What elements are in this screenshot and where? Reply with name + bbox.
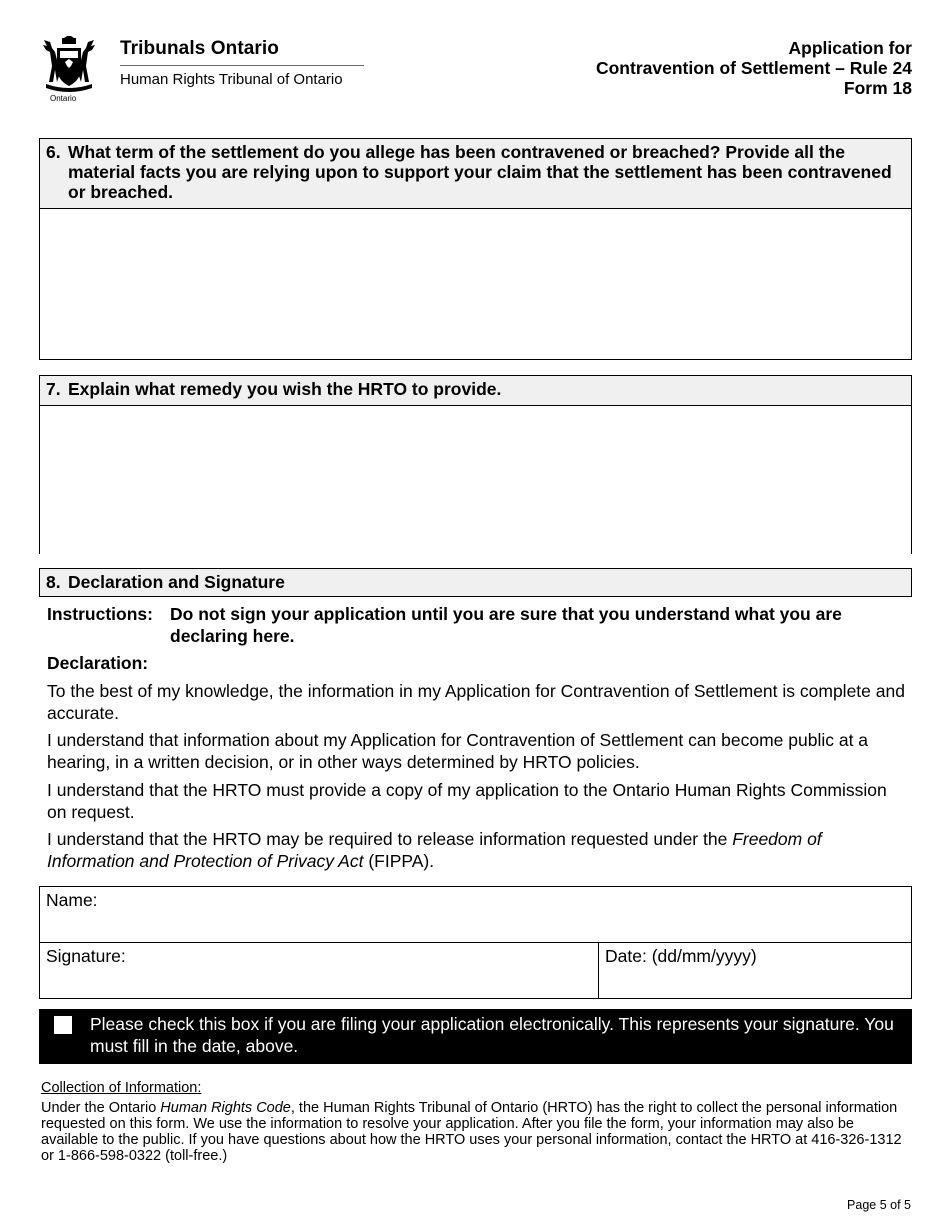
logo-caption: Ontario bbox=[50, 94, 77, 103]
signature-table bbox=[39, 886, 912, 999]
section-7 bbox=[39, 375, 912, 554]
organization-block bbox=[120, 38, 343, 88]
organization-divider bbox=[120, 65, 364, 66]
section-6 bbox=[39, 138, 912, 360]
coat-of-arms-icon bbox=[38, 36, 100, 94]
instructions-label: Instructions: bbox=[47, 604, 153, 624]
electronic-filing-bar bbox=[39, 1009, 912, 1064]
declaration-label: Declaration: bbox=[47, 653, 149, 673]
section-8-number: 8. bbox=[46, 572, 61, 592]
declaration-paragraph-4 bbox=[47, 828, 909, 872]
section-8-title: Declaration and Signature bbox=[68, 572, 285, 592]
section-8-heading bbox=[39, 568, 912, 597]
declaration-p4-start: I understand that the HRTO may be required to release information requested under the bbox=[47, 829, 733, 849]
page-header bbox=[38, 36, 912, 106]
declaration-paragraph-3: I understand that the HRTO must provide a copy of my application to the Ontario Human Rights Commission on request. bbox=[47, 780, 887, 822]
declaration-paragraph-2: I understand that information about my Application for Contravention of Settlement can become public at a hearing, in a written decision, or in other ways determined by HRTO policies. bbox=[47, 730, 869, 772]
section-7-question: Explain what remedy you wish the HRTO to provide. bbox=[68, 379, 502, 399]
section-6-number: 6. bbox=[46, 142, 61, 162]
form-title bbox=[596, 38, 912, 98]
section-6-heading bbox=[40, 139, 911, 209]
date-field[interactable] bbox=[599, 943, 911, 998]
date-label: Date: (dd/mm/yyyy) bbox=[605, 946, 757, 966]
collection-title-colon: : bbox=[197, 1080, 202, 1096]
name-label: Name: bbox=[46, 890, 98, 910]
electronic-filing-text: Please check this box if you are filing your application electronically. This represents your signature. You must fill in the date, above. bbox=[90, 1014, 894, 1056]
collection-title-text: Collection of Information bbox=[41, 1080, 198, 1096]
section-7-heading bbox=[40, 376, 911, 406]
form-title-line-1: Application for bbox=[788, 38, 912, 58]
signature-field[interactable] bbox=[40, 943, 599, 998]
form-title-line-3: Form 18 bbox=[843, 78, 912, 98]
section-6-question: What term of the settlement do you allege has been contravened or breached? Provide all the material facts you are relying upon to support your claim that the settlement has been contravened or breached. bbox=[68, 142, 892, 202]
ontario-coat-of-arms-logo bbox=[38, 36, 100, 106]
electronic-filing-checkbox[interactable] bbox=[54, 1016, 72, 1034]
page-number: Page 5 of 5 bbox=[847, 1198, 911, 1212]
collection-title bbox=[41, 1080, 201, 1096]
signature-label: Signature: bbox=[46, 946, 126, 966]
instructions bbox=[47, 603, 905, 647]
organization-name: Tribunals Ontario bbox=[120, 38, 279, 59]
instructions-text: Do not sign your application until you are sure that you understand what you are declaring here. bbox=[170, 604, 842, 646]
declaration-p4-end: (FIPPA). bbox=[363, 851, 435, 871]
collection-text-start: Under the Ontario bbox=[41, 1100, 161, 1116]
organization-subtitle: Human Rights Tribunal of Ontario bbox=[120, 71, 343, 88]
collection-text-end: , the Human Rights Tribunal of Ontario (HRTO) has the right to collect the personal information requested on this form. We use the information to resolve your application. After you file the form, your information may also be available to the public. If you have questions about how the HRTO uses your personal information, contact the HRTO at 416-326-1312 or 1-866-598-0322 (toll-free.) bbox=[41, 1100, 902, 1164]
form-title-line-2: Contravention of Settlement – Rule 24 bbox=[595, 58, 912, 78]
section-7-number: 7. bbox=[46, 379, 61, 399]
declaration-paragraph-1: To the best of my knowledge, the information in my Application for Contravention of Settlement is complete and accurate. bbox=[47, 681, 905, 723]
collection-text bbox=[41, 1100, 909, 1164]
fippa-act-title: Freedom of Information and Protection of Privacy Act bbox=[47, 829, 822, 871]
name-field[interactable] bbox=[40, 887, 911, 943]
section-6-answer-field[interactable] bbox=[40, 209, 911, 359]
section-7-answer-field[interactable] bbox=[40, 406, 911, 556]
human-rights-code-title: Human Rights Code bbox=[160, 1100, 291, 1116]
